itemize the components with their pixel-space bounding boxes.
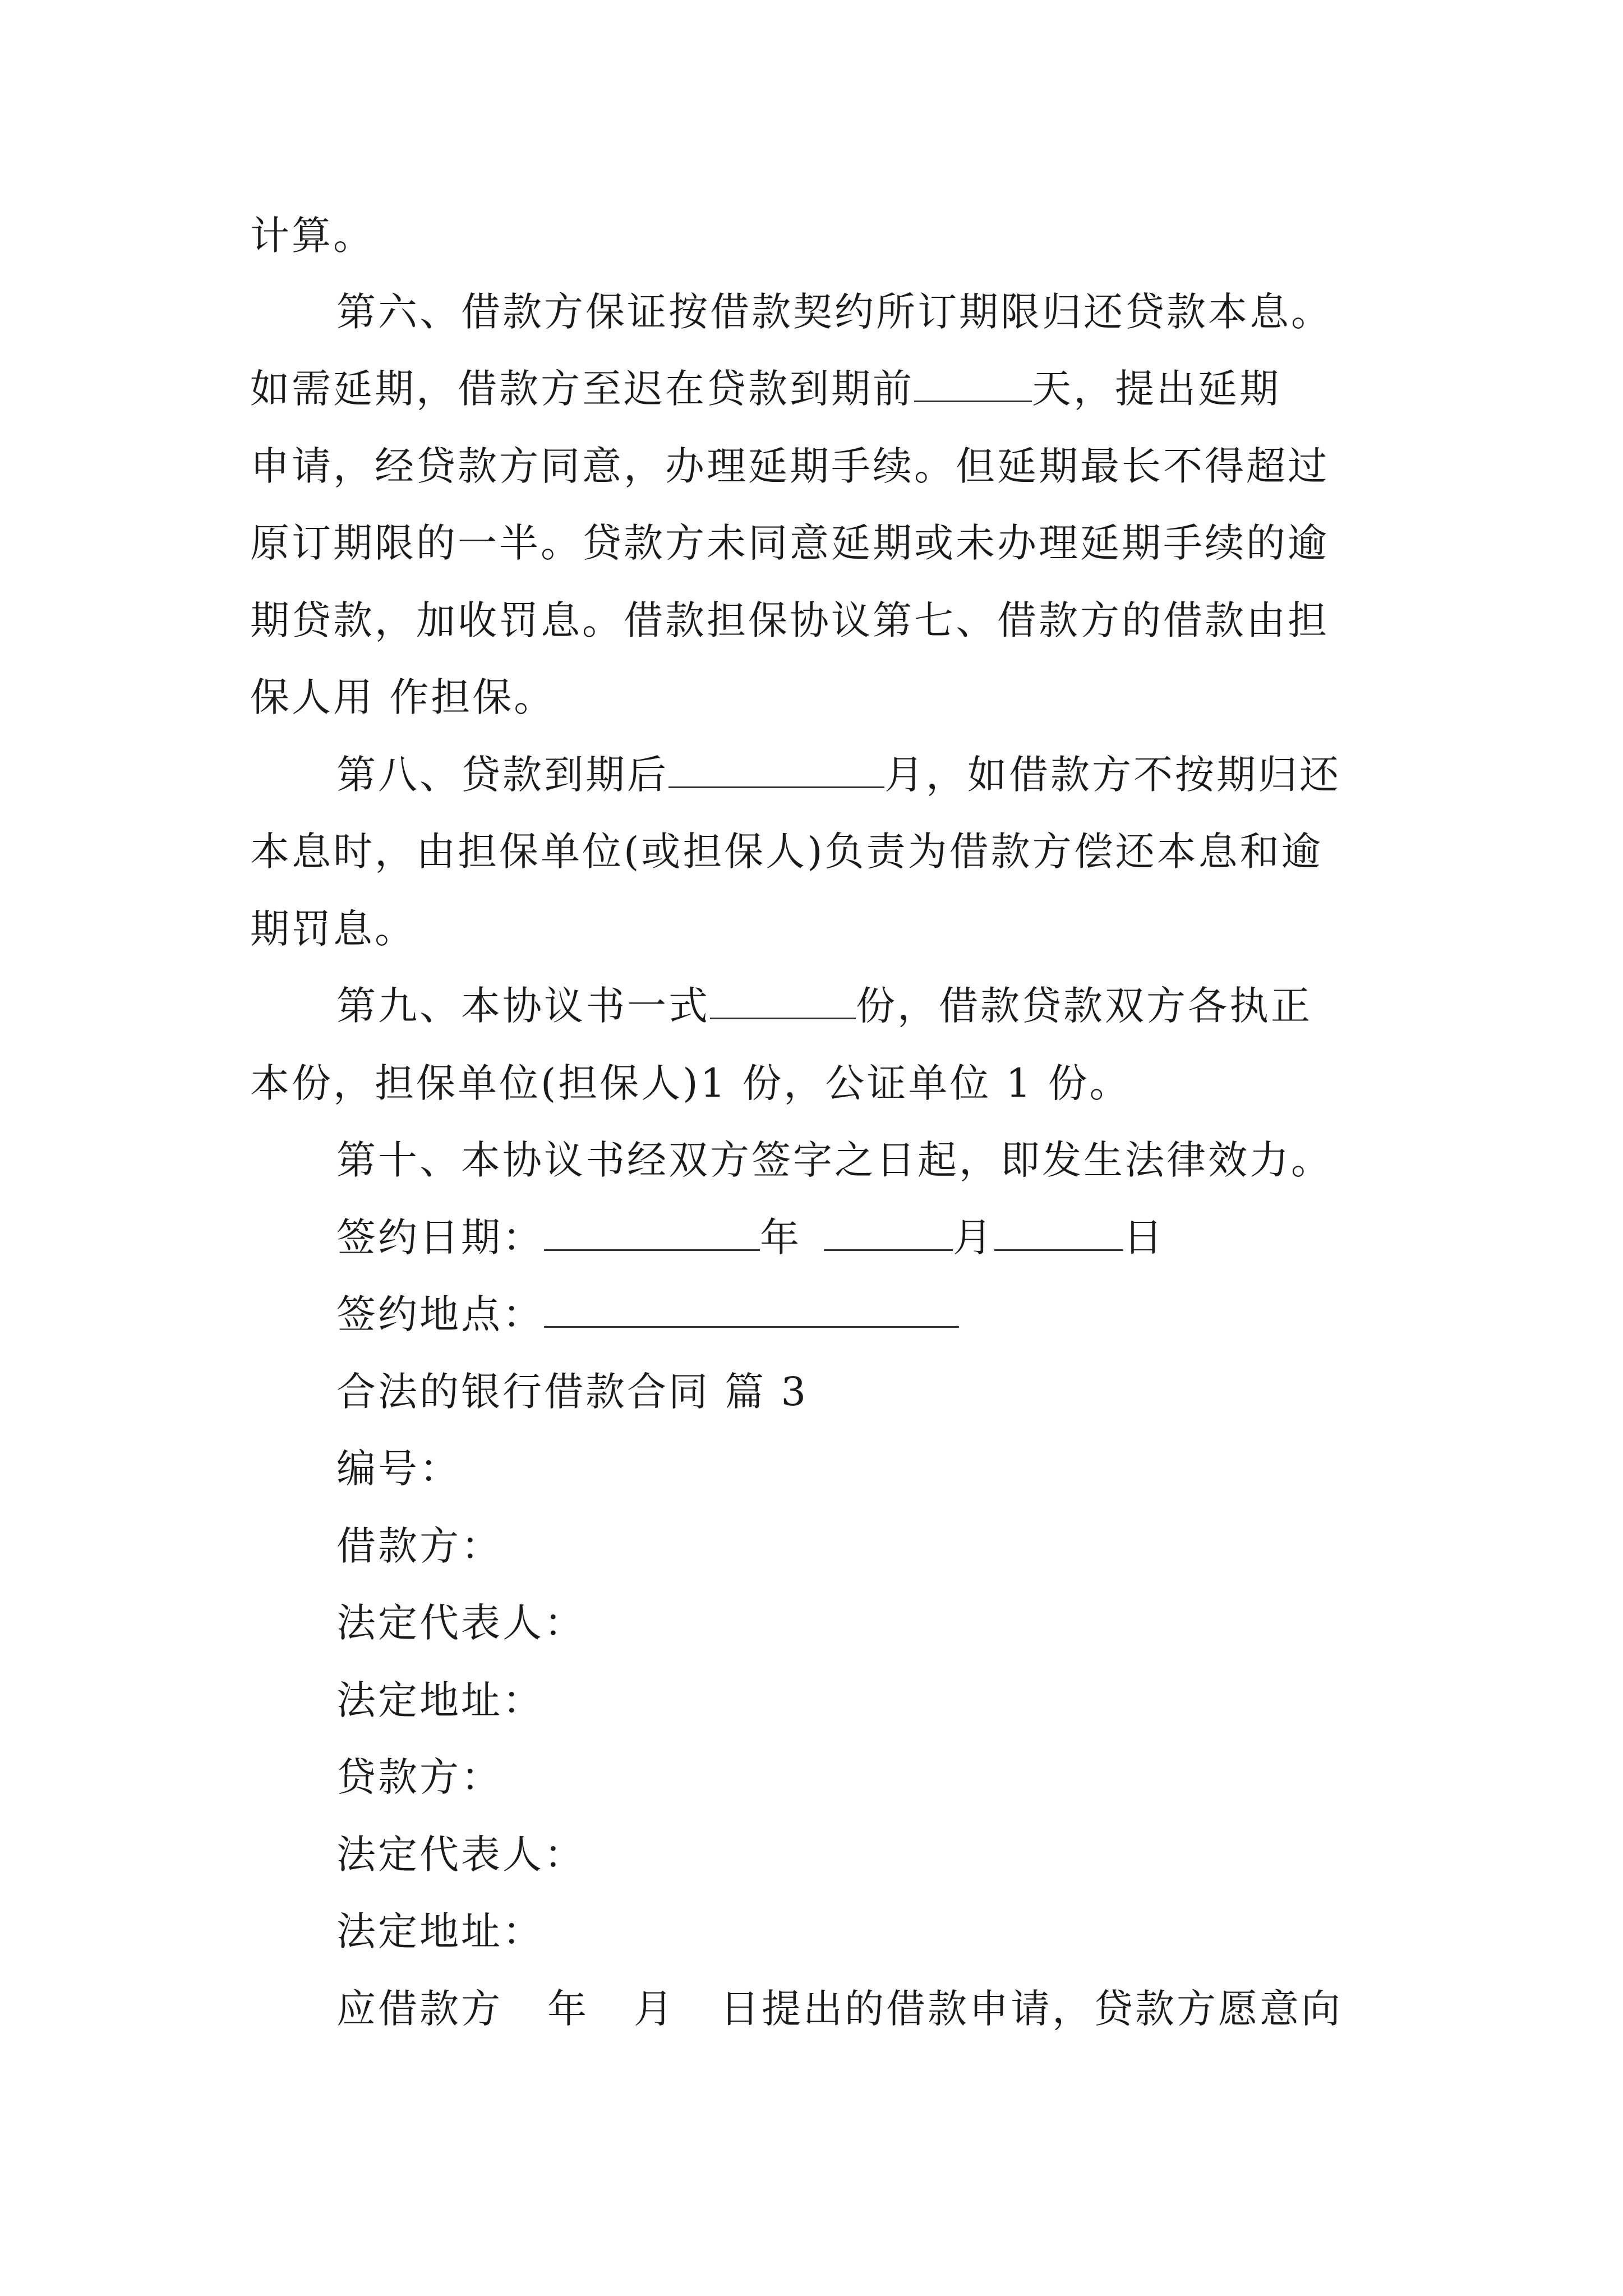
text-segment: 第十、本协议书经双方签字之日起，即发生法律效力。 (336, 1137, 1332, 1183)
field-lender (336, 1750, 502, 1804)
text-segment: 年 (760, 1214, 801, 1260)
blank-underline (544, 1214, 760, 1251)
blank-underline (668, 752, 884, 788)
text-line (250, 209, 375, 263)
text-line (336, 285, 1332, 339)
text-segment: 本息时，由担保单位(或担保人)负责为借款方偿还本息和逾 (250, 829, 1323, 875)
text-segment: 如需延期，借款方至迟在贷款到期前 (250, 366, 914, 412)
field-number (336, 1442, 461, 1496)
text-segment: 日 (1123, 1214, 1165, 1260)
blank-underline (914, 366, 1032, 402)
text-line (250, 516, 1329, 570)
blank-underline (824, 1214, 953, 1251)
blank-underline (710, 983, 856, 1019)
text-segment: 贷款方： (336, 1754, 502, 1800)
text-segment: 第八、贷款到期后 (336, 752, 668, 798)
text-segment: 法定代表人： (336, 1600, 585, 1646)
text-segment: 应借款方 (336, 1986, 502, 2032)
section-title (336, 1365, 808, 1419)
field-borrower-rep (336, 1596, 585, 1650)
text-segment: 原订期限的一半。贷款方未同意延期或未办理延期手续的逾 (250, 520, 1329, 566)
text-segment: 期罚息。 (250, 906, 416, 952)
text-segment: 份，借款贷款双方各执正 (856, 983, 1312, 1029)
text-segment: 合法的银行借款合同 篇 3 (336, 1369, 809, 1415)
text-line (250, 362, 1281, 416)
text-line (250, 1056, 1131, 1110)
blank-underline (544, 1291, 959, 1328)
text-segment: 月 (953, 1214, 994, 1260)
text-segment: 法定地址： (336, 1677, 544, 1723)
text-line (250, 825, 1323, 878)
text-line (336, 1133, 1332, 1187)
text-segment: 月 (634, 1986, 675, 2032)
text-line (336, 748, 1341, 802)
text-segment: 保人用 作担保。 (250, 674, 556, 720)
sign-place-label: 签约地点： (336, 1291, 544, 1337)
text-segment: 日提出的借款申请，贷款方愿意向 (720, 1986, 1343, 2032)
sign-date-label: 签约日期： (336, 1214, 544, 1260)
text-segment: 天，提出延期 (1032, 366, 1281, 412)
text-line (250, 670, 555, 724)
sign-place-line (336, 1287, 959, 1341)
text-line (250, 593, 1329, 647)
field-borrower-addr (336, 1673, 544, 1727)
text-line (336, 979, 1312, 1033)
text-segment: 第六、借款方保证按借款契约所订期限归还贷款本息。 (336, 289, 1332, 335)
field-lender-rep (336, 1828, 585, 1881)
text-segment: 计算。 (250, 213, 375, 259)
text-segment: 编号： (336, 1446, 461, 1492)
text-line (250, 902, 416, 956)
text-line (336, 1982, 1343, 2036)
text-segment: 申请，经贷款方同意，办理延期手续。但延期最长不得超过 (250, 443, 1329, 489)
field-borrower (336, 1519, 502, 1573)
text-segment: 本份，担保单位(担保人)1 份，公证单位 1 份。 (250, 1060, 1131, 1106)
text-segment: 月，如借款方不按期归还 (884, 752, 1341, 798)
text-segment: 法定代表人： (336, 1832, 585, 1878)
field-lender-addr (336, 1904, 544, 1958)
text-segment: 法定地址： (336, 1908, 544, 1954)
text-segment: 借款方： (336, 1523, 502, 1569)
blank-underline (994, 1214, 1123, 1251)
sign-date-line (336, 1211, 1165, 1264)
text-line (250, 439, 1329, 493)
text-segment: 年 (547, 1986, 589, 2032)
text-segment: 第九、本协议书一式 (336, 983, 710, 1029)
text-segment: 期贷款，加收罚息。借款担保协议第七、借款方的借款由担 (250, 597, 1329, 643)
